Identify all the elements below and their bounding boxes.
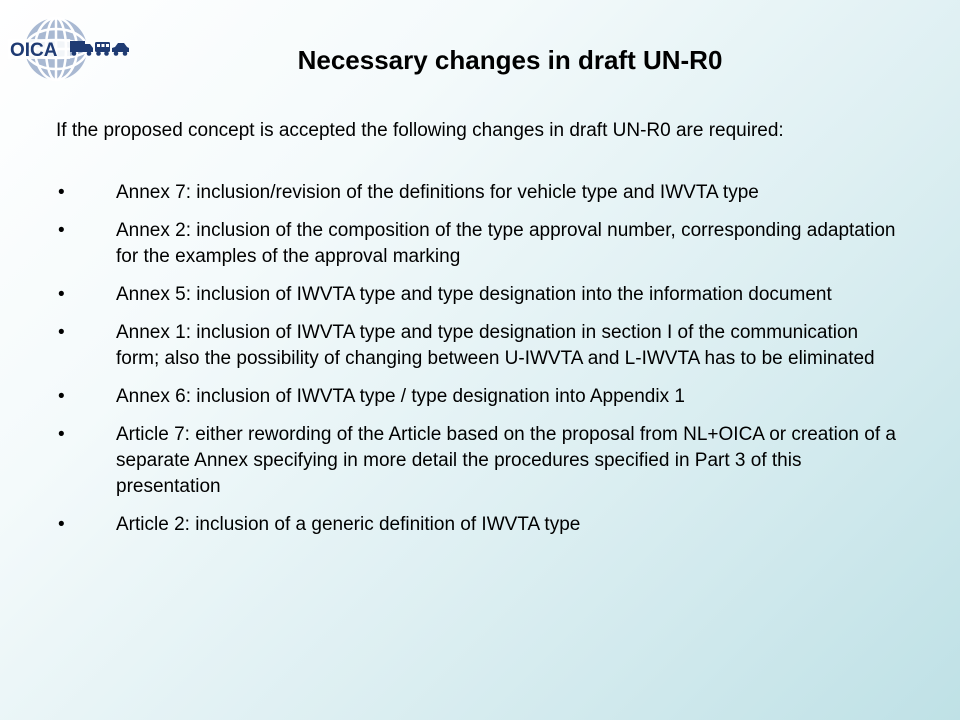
slide-title: Necessary changes in draft UN-R0 bbox=[297, 45, 723, 75]
bus-icon bbox=[95, 42, 110, 56]
bullet-marker: • bbox=[58, 284, 65, 305]
list-item bbox=[56, 422, 906, 500]
list-item-text: Article 7: either rewording of the Article based on the proposal from NL+OICA or creation of a separate Annex specifying in more detail the procedures specified in Part 3 of this presentation bbox=[116, 424, 896, 497]
list-item bbox=[56, 384, 906, 410]
list-item-text: Annex 1: inclusion of IWVTA type and type designation in section I of the communication form; also the possibility of changing between U-IWVTA and L-IWVTA has to be eliminated bbox=[116, 322, 875, 369]
bullet-marker: • bbox=[58, 424, 65, 445]
bullet-list bbox=[56, 180, 906, 550]
intro-text: If the proposed concept is accepted the following changes in draft UN-R0 are required: bbox=[56, 120, 784, 141]
oica-logo bbox=[6, 14, 130, 84]
bullet-marker: • bbox=[58, 182, 65, 203]
bullet-marker: • bbox=[58, 220, 65, 241]
list-item-text: Annex 2: inclusion of the composition of the type approval number, corresponding adaptation for the examples of the approval marking bbox=[116, 220, 896, 267]
list-item-text: Annex 5: inclusion of IWVTA type and type designation into the information document bbox=[116, 284, 832, 305]
list-item bbox=[56, 320, 906, 372]
bullet-marker: • bbox=[58, 386, 65, 407]
list-item-text: Annex 7: inclusion/revision of the definitions for vehicle type and IWVTA type bbox=[116, 182, 759, 203]
list-item bbox=[56, 218, 906, 270]
list-item bbox=[56, 282, 906, 308]
list-item-text: Annex 6: inclusion of IWVTA type / type designation into Appendix 1 bbox=[116, 386, 685, 407]
bullet-marker: • bbox=[58, 322, 65, 343]
list-item bbox=[56, 512, 906, 538]
logo-text: OICA bbox=[10, 40, 58, 61]
bullet-marker: • bbox=[58, 514, 65, 535]
list-item-text: Article 2: inclusion of a generic definition of IWVTA type bbox=[116, 514, 581, 535]
car-icon bbox=[112, 43, 129, 56]
list-item bbox=[56, 180, 906, 206]
